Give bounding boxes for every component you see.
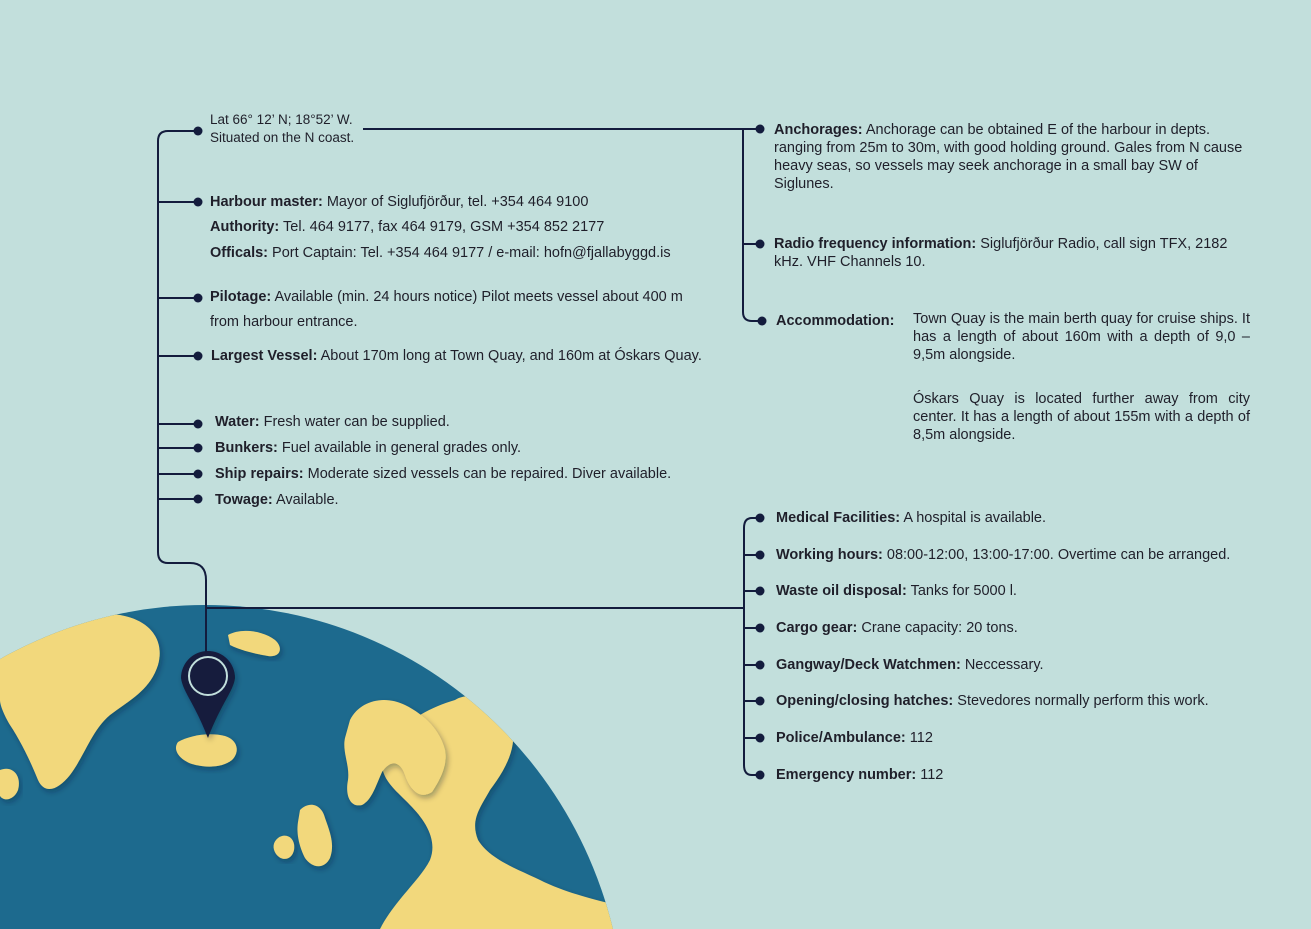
waste-oil-text: Tanks for 5000 l.: [906, 583, 1017, 599]
bunkers-label: Bunkers:: [215, 440, 278, 456]
accommodation-label-text: Accommodation:: [776, 313, 895, 329]
towage-label: Towage:: [215, 492, 273, 508]
pilotage-item: [210, 288, 683, 306]
police-ambulance-text: 112: [905, 730, 933, 746]
ship-repairs-item: [215, 465, 671, 483]
cargo-gear-text: Crane capacity: 20 tons.: [857, 620, 1018, 636]
accommodation-label: [776, 312, 894, 330]
harbour-master-item: [210, 193, 588, 211]
authority-item: [210, 218, 604, 236]
emergency-number-label: Emergency number:: [776, 767, 917, 783]
emergency-number-text: 112: [916, 767, 944, 783]
anchorages-label: Anchorages:: [774, 122, 863, 138]
waste-oil-item: [776, 582, 1017, 600]
emergency-number-item: [776, 766, 943, 784]
water-label: Water:: [215, 414, 260, 430]
hatches-text: Stevedores normally perform this work.: [953, 693, 1209, 709]
gangway-item: [776, 656, 1044, 674]
medical-facilities-item: [776, 509, 1046, 527]
cargo-gear-label: Cargo gear:: [776, 620, 858, 636]
pilotage-text: Available (min. 24 hours notice) Pilot meets vessel about 400 m: [271, 289, 683, 305]
ship-repairs-text: Moderate sized vessels can be repaired. Diver available.: [303, 466, 672, 482]
ship-repairs-label: Ship repairs:: [215, 466, 304, 482]
largest-vessel-item: [211, 347, 702, 365]
medical-facilities-text: A hospital is available.: [900, 510, 1047, 526]
hatches-item: [776, 692, 1209, 710]
hatches-label: Opening/closing hatches:: [776, 693, 954, 709]
towage-text: Available.: [272, 492, 339, 508]
largest-vessel-label: Largest Vessel:: [211, 348, 318, 364]
radio-frequency-item: [774, 235, 1234, 271]
harbour-master-text: Mayor of Siglufjörður, tel. +354 464 9100: [322, 194, 589, 210]
cargo-gear-item: [776, 619, 1018, 637]
working-hours-text: 08:00-12:00, 13:00-17:00. Overtime can be arranged.: [882, 547, 1231, 563]
police-ambulance-label: Police/Ambulance:: [776, 730, 906, 746]
pilotage-text-continued: from harbour entrance.: [210, 314, 358, 330]
accommodation-town-quay: Town Quay is the main berth quay for cruise ships. It has a length of about 160m with a depth of 9,0 – 9,5m alongside.: [913, 311, 1250, 363]
towage-item: [215, 491, 339, 509]
medical-facilities-label: Medical Facilities:: [776, 510, 901, 526]
location-coast: Situated on the N coast.: [210, 130, 355, 145]
anchorages-text: Anchorage can be obtained E of the harbour in depts. ranging from 25m to 30m, with good holding ground. Gales from N cause heavy seas, so vessels may seek anchorage in a small bay SW of Siglunes.: [774, 122, 1243, 192]
police-ambulance-item: [776, 729, 933, 747]
bunkers-text: Fuel available in general grades only.: [277, 440, 522, 456]
officials-item: [210, 244, 671, 262]
accommodation-oskars-quay: Óskars Quay is located further away from city center. It has a length of about 155m with a depth of 8,5m alongside.: [913, 391, 1250, 443]
radio-frequency-text: Siglufjörður Radio, call sign TFX, 2182 kHz. VHF Channels 10.: [774, 236, 1228, 270]
authority-label: Authority:: [210, 219, 280, 235]
water-item: [215, 413, 450, 431]
gangway-text: Neccessary.: [960, 657, 1044, 673]
radio-frequency-label: Radio frequency information:: [774, 236, 977, 252]
water-text: Fresh water can be supplied.: [259, 414, 450, 430]
anchorages-item: [774, 121, 1254, 193]
officials-label: Officals:: [210, 245, 269, 261]
gangway-label: Gangway/Deck Watchmen:: [776, 657, 961, 673]
largest-vessel-text: About 170m long at Town Quay, and 160m at Óskars Quay.: [317, 348, 702, 364]
pilotage-label: Pilotage:: [210, 289, 272, 305]
bunkers-item: [215, 439, 521, 457]
waste-oil-label: Waste oil disposal:: [776, 583, 907, 599]
working-hours-item: [776, 546, 1230, 564]
authority-text: Tel. 464 9177, fax 464 9179, GSM +354 852 2177: [279, 219, 605, 235]
officials-text: Port Captain: Tel. +354 464 9177 / e-mail: hofn@fjallabyggd.is: [268, 245, 671, 261]
location-latitude: Lat 66° 12’ N; 18°52’ W.: [210, 112, 353, 127]
harbour-master-label: Harbour master:: [210, 194, 323, 210]
working-hours-label: Working hours:: [776, 547, 883, 563]
